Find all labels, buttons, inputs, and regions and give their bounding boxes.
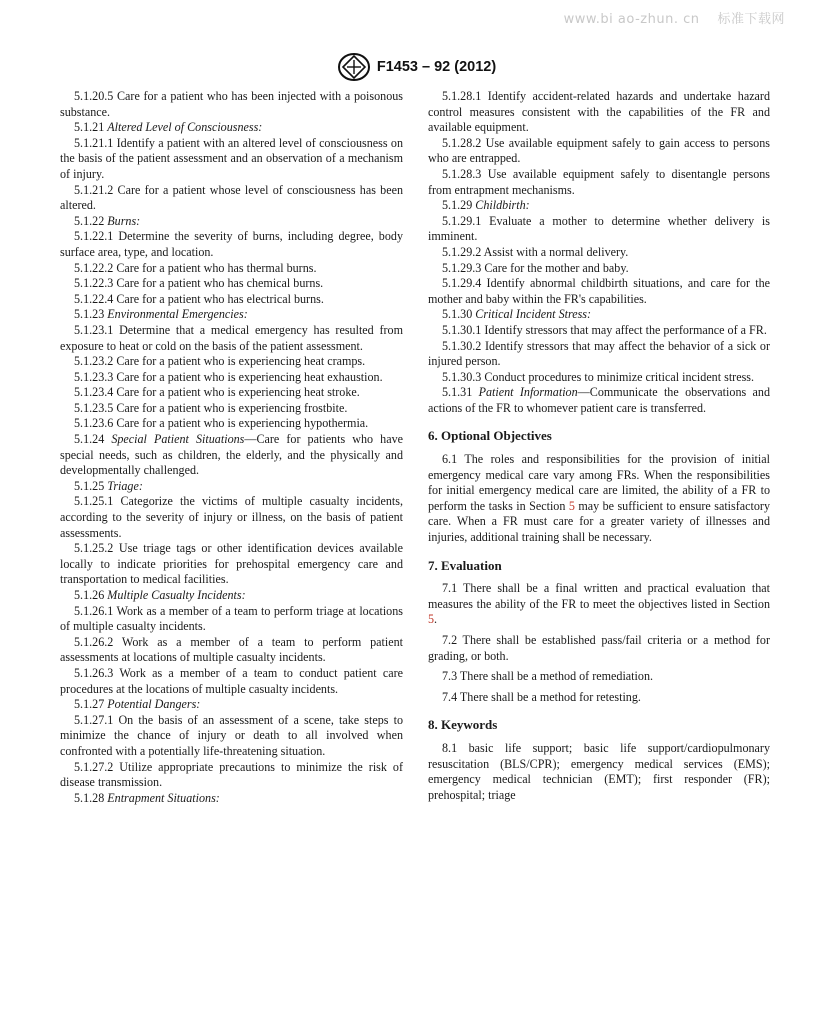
clause-paragraph: 5.1.22.3 Care for a patient who has chemical burns. — [74, 276, 324, 291]
subsection-heading — [428, 385, 770, 416]
subsection-heading — [60, 120, 403, 136]
clause-paragraph: 5.1.23.5 Care for a patient who is experiencing frostbite. — [74, 400, 348, 415]
clause-paragraph: 5.1.27.1 On the basis of an assessment of a scene, take steps to minimize the chance of injury or death to all involved when confronted with a potentially life-threatening situation. — [60, 712, 403, 758]
watermark-site: www.bi ao-zhun. cn — [563, 12, 700, 27]
clause-paragraph: 5.1.26.2 Work as a member of a team to perform patient assessments at locations of multiple casualty incidents. — [60, 634, 403, 665]
subsection-heading — [60, 479, 403, 495]
clause-paragraph: 5.1.29.2 Assist with a normal delivery. — [442, 244, 629, 259]
subsection-title: Special Patient Situations — [111, 432, 245, 447]
section-7-text-b: . — [434, 612, 438, 627]
subsection-text: —Communicate the observations and actions of the FR to whomever patient care is transferred. — [428, 385, 771, 415]
clause-paragraph: 5.1.23.1 Determine that a medical emergency has resulted from exposure to heat or cold on the basis of the patient assessment. — [60, 322, 403, 353]
document-designation: F1453 – 92 (2012) — [376, 59, 497, 75]
subsection-number: 5.1.25 — [74, 478, 105, 493]
clause-paragraph: 5.1.29.1 Evaluate a mother to determine whether delivery is imminent. — [428, 213, 770, 244]
subsection-title: Multiple Casualty Incidents: — [107, 588, 246, 602]
subsection-heading — [60, 214, 403, 230]
clause-paragraph: 5.1.25.1 Categorize the victims of multiple casualty incidents, according to the severity of injury or illness, on the basis of patient assessments. — [60, 494, 403, 540]
clause-paragraph: 5.1.22.2 Care for a patient who has thermal burns. — [74, 260, 317, 275]
clause-paragraph: 5.1.29.3 Care for the mother and baby. — [442, 260, 629, 275]
clause-paragraph: 5.1.21.2 Care for a patient whose level of consciousness has been altered. — [60, 182, 403, 213]
clause-paragraph: 5.1.23.3 Care for a patient who is experiencing heat exhaustion. — [74, 369, 383, 384]
subsection-number: 5.1.22 — [74, 213, 105, 228]
subsection-title: Critical Incident Stress: — [475, 307, 592, 322]
section-8-heading: 8. Keywords — [428, 717, 498, 733]
subsection-heading — [60, 432, 403, 479]
section-6-paragraph — [428, 452, 770, 546]
subsection-number: 5.1.27 — [74, 697, 105, 712]
clause-paragraph: 5.1.28.2 Use available equipment safely to gain access to persons who are entrapped. — [428, 135, 770, 166]
watermark-label: 标准下载网 — [717, 12, 785, 27]
subsection-text: —Care for patients who have special needs, such as children, the elderly, and the physically and developmentally challenged. — [60, 432, 403, 478]
section-7-heading: 7. Evaluation — [428, 557, 502, 573]
subsection-heading — [60, 307, 403, 323]
subsection-heading — [428, 198, 770, 214]
section-7-paragraph-2: 7.2 There shall be established pass/fail criteria or a method for grading, or both. — [428, 633, 770, 663]
subsection-number: 5.1.26 — [74, 588, 105, 602]
watermark — [546, 8, 785, 27]
clause-paragraph: 5.1.22.1 Determine the severity of burns, including degree, body surface area, type, and location. — [60, 229, 403, 259]
clause-paragraph: 5.1.30.2 Identify stressors that may affect the behavior of a sick or injured person. — [428, 338, 770, 369]
subsection-title: Entrapment Situations: — [107, 790, 220, 805]
section-6-text-a: 6.1 The roles and responsibilities for the provision of initial emergency medical care vary among FRs. When the responsibilities for initial emergency medical care are limited, the ability of a FR to perform the tasks in Section — [428, 452, 770, 513]
left-column — [60, 89, 403, 806]
clause-paragraph: 5.1.22.4 Care for a patient who has electrical burns. — [74, 291, 324, 306]
subsection-title: Childbirth: — [475, 198, 530, 213]
astm-logo-icon — [337, 52, 371, 82]
clause-paragraph: 5.1.23.4 Care for a patient who is experiencing heat stroke. — [74, 385, 360, 400]
section-6-heading: 6. Optional Objectives — [428, 428, 552, 444]
subsection-heading — [60, 697, 403, 713]
subsection-number: 5.1.30 — [442, 307, 473, 322]
clause-paragraph: 5.1.27.2 Utilize appropriate precautions to minimize the risk of disease transmission. — [60, 759, 403, 790]
clause-paragraph: 5.1.28.1 Identify accident-related hazards and undertake hazard control measures consistent with the capabilities of the FR and available equipment. — [428, 89, 770, 135]
page-header — [0, 52, 833, 82]
subsection-title: Potential Dangers: — [107, 697, 201, 712]
section-5-reference-link[interactable]: 5 — [568, 498, 575, 513]
clause-paragraph: 5.1.28.3 Use available equipment safely to disentangle persons from entrapment mechanisms. — [428, 166, 770, 197]
clause-paragraph: 5.1.23.2 Care for a patient who is experiencing heat cramps. — [74, 354, 366, 369]
subsection-title: Patient Information — [478, 385, 578, 400]
clause-paragraph: 5.1.26.3 Work as a member of a team to conduct patient care procedures at the locations of multiple casualty incidents. — [60, 665, 403, 696]
clause-paragraph: 5.1.21.1 Identify a patient with an altered level of consciousness on the basis of the patient assessment and an observation of a mechanism of injury. — [60, 135, 403, 181]
clause-paragraph: 5.1.30.1 Identify stressors that may affect the performance of a FR. — [442, 322, 767, 337]
subsection-number: 5.1.21 — [74, 120, 105, 135]
right-column-items — [428, 89, 770, 416]
section-5-reference-link[interactable]: 5 — [428, 612, 435, 627]
subsection-title: Triage: — [107, 478, 143, 493]
clause-paragraph: 5.1.26.1 Work as a member of a team to perform triage at locations of multiple casualty incidents. — [60, 603, 403, 634]
subsection-number: 5.1.29 — [442, 198, 473, 213]
clause-paragraph: 5.1.20.5 Care for a patient who has been injected with a poisonous substance. — [60, 89, 403, 119]
section-7-paragraph-4: 7.4 There shall be a method for retesting. — [442, 689, 641, 704]
subsection-number: 5.1.24 — [74, 432, 105, 447]
subsection-title: Altered Level of Consciousness: — [107, 120, 263, 135]
right-column — [428, 89, 770, 808]
subsection-heading — [428, 307, 770, 323]
subsection-heading — [60, 791, 403, 807]
subsection-title: Burns: — [107, 213, 141, 228]
section-7-paragraph-3: 7.3 There shall be a method of remediation. — [442, 669, 654, 684]
subsection-number: 5.1.28 — [74, 790, 105, 805]
section-8-paragraph: 8.1 basic life support; basic life support/cardiopulmonary resuscitation (BLS/CPR); emergency medical services (EMS); emergency medical technician (EMT); first responder (FR); prehospital; triage — [428, 740, 770, 802]
section-7-text-a: 7.1 There shall be a final written and practical evaluation that measures the ability of the FR to meet the objectives listed in Section — [428, 581, 770, 611]
section-7-paragraph-1 — [428, 581, 770, 628]
clause-paragraph: 5.1.23.6 Care for a patient who is experiencing hypothermia. — [74, 416, 369, 431]
clause-paragraph: 5.1.29.4 Identify abnormal childbirth situations, and care for the mother and baby within the FR's capabilities. — [428, 276, 770, 306]
clause-paragraph: 5.1.30.3 Conduct procedures to minimize critical incident stress. — [442, 369, 755, 384]
clause-paragraph: 5.1.25.2 Use triage tags or other identification devices available locally to indicate priorities for prehospital emergency care and transportation to medical facilities. — [60, 541, 403, 587]
section-6-text-b: may be sufficient to ensure satisfactory care. When a FR must care for a greater variety of illnesses and injuries, additional training shall be necessary. — [428, 498, 770, 545]
subsection-number: 5.1.31 — [442, 385, 473, 400]
subsection-title: Environmental Emergencies: — [107, 307, 248, 322]
subsection-heading — [60, 588, 403, 604]
subsection-number: 5.1.23 — [74, 307, 105, 322]
